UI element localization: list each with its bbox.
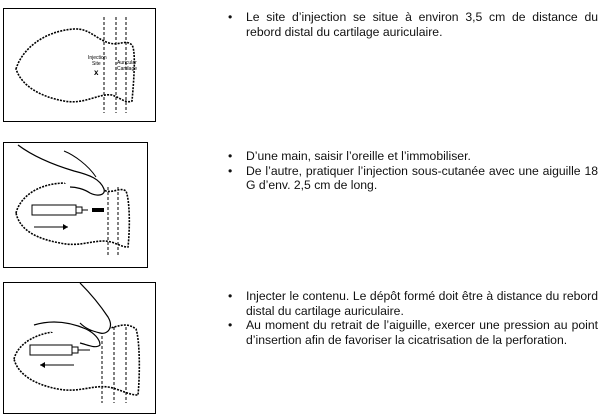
bullet-list-2: [228, 149, 598, 193]
ear-diagram-3: [4, 283, 155, 413]
ear-diagram-2: [4, 143, 147, 267]
bullet-list-3: [228, 289, 598, 347]
arrow-head-icon: [63, 224, 68, 230]
bullet-item: • Au moment du retrait de l’aiguille, exercer une pression au point d’insertion afin de favoriser la cicatrisation de la perforation.: [228, 318, 598, 347]
arrow-head-icon: [40, 362, 45, 368]
syringe-body: [32, 205, 76, 215]
label-site: Site: [92, 61, 101, 67]
syringe-tip: [76, 207, 82, 213]
hand-drawing: [18, 145, 104, 195]
bullet-item: • Injecter le contenu. Le dépôt formé doit être à distance du rebord distal du cartilage auriculaire.: [228, 289, 598, 318]
figure-grasp-inject: [3, 142, 148, 268]
syringe-body: [30, 345, 72, 355]
bullet-item: • De l’autre, pratiquer l’injection sous-cutanée avec une aiguille 18 G d’env. 2,5 cm de long.: [228, 164, 598, 193]
hand-drawing: [80, 283, 110, 333]
bullet-item: • Le site d’injection se situe à environ 3,5 cm de distance du rebord distal du cartilage auriculaire.: [228, 10, 598, 39]
label-cartilage: Cartilage: [117, 66, 138, 72]
label-injection: Injection: [88, 55, 107, 61]
figure-inject-withdraw: [3, 282, 156, 414]
bullet-list-1: [228, 10, 598, 39]
label-auricular: Auricular: [117, 60, 137, 66]
injection-mark: x: [94, 68, 99, 77]
ear-diagram-1: [4, 9, 155, 121]
syringe-tip: [72, 347, 78, 353]
figure-injection-site: [3, 8, 156, 122]
bullet-item: • D’une main, saisir l’oreille et l’immobiliser.: [228, 149, 598, 164]
needle-insertion-mark: [92, 208, 104, 212]
